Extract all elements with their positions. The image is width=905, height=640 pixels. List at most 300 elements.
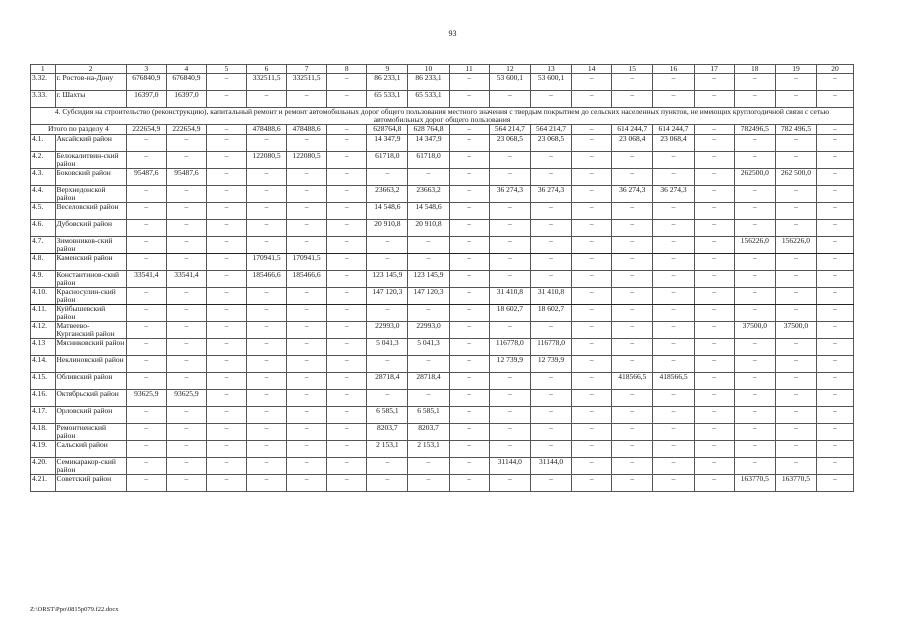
value-cell: – (612, 74, 653, 91)
value-cell: – (817, 339, 854, 356)
value-cell: – (775, 356, 816, 373)
value-cell: – (489, 475, 530, 492)
value-cell: – (817, 322, 854, 339)
value-cell: – (489, 373, 530, 390)
value-cell: – (734, 441, 775, 458)
value-cell: – (449, 424, 489, 441)
value-cell: 2 153,1 (408, 441, 449, 458)
value-cell: 23 068,4 (653, 135, 694, 152)
row-number-cell: 4.11. (31, 305, 56, 322)
value-cell: – (449, 91, 489, 108)
table-row (31, 458, 854, 475)
value-cell: – (734, 74, 775, 91)
district-name-cell: Веселовский район (55, 203, 126, 220)
value-cell: – (408, 475, 449, 492)
value-cell: – (206, 91, 246, 108)
total-value-cell: – (206, 125, 246, 135)
value-cell: – (206, 475, 246, 492)
value-cell: 23 068,5 (530, 135, 571, 152)
value-cell: 332511,5 (287, 74, 327, 91)
value-cell: – (734, 203, 775, 220)
table-row (31, 288, 854, 305)
row-number-cell: 4.9. (31, 271, 56, 288)
value-cell: – (126, 220, 166, 237)
value-cell: – (612, 169, 653, 186)
district-name-cell: Белокалитвин-ский район (55, 152, 126, 169)
value-cell: – (166, 458, 206, 475)
row-number-cell: 4.20. (31, 458, 56, 475)
value-cell: 61718,0 (408, 152, 449, 169)
value-cell: – (449, 305, 489, 322)
value-cell: – (530, 390, 571, 407)
value-cell: – (206, 237, 246, 254)
value-cell: 123 145,9 (408, 271, 449, 288)
value-cell: 23663,2 (408, 186, 449, 203)
value-cell: – (775, 441, 816, 458)
district-name-cell: Октябрьский район (55, 390, 126, 407)
value-cell: 33541,4 (126, 271, 166, 288)
value-cell: – (166, 441, 206, 458)
value-cell: – (653, 254, 694, 271)
row-number-cell: 4.4. (31, 186, 56, 203)
value-cell: – (572, 203, 612, 220)
value-cell: – (449, 169, 489, 186)
value-cell: – (612, 91, 653, 108)
value-cell: 65 533,1 (367, 91, 408, 108)
value-cell: – (572, 135, 612, 152)
value-cell: – (206, 74, 246, 91)
column-number-cell: 4 (166, 65, 206, 74)
column-number-cell: 5 (206, 65, 246, 74)
value-cell: – (206, 288, 246, 305)
value-cell: – (126, 305, 166, 322)
value-cell: – (327, 424, 367, 441)
value-cell: – (734, 390, 775, 407)
value-cell: – (817, 390, 854, 407)
value-cell: – (206, 322, 246, 339)
value-cell: – (653, 91, 694, 108)
value-cell: 170941,5 (247, 254, 287, 271)
value-cell: – (572, 441, 612, 458)
value-cell: – (206, 458, 246, 475)
value-cell: – (449, 220, 489, 237)
value-cell: – (327, 458, 367, 475)
value-cell: 262 500,0 (775, 169, 816, 186)
value-cell: – (287, 322, 327, 339)
value-cell: – (287, 458, 327, 475)
table-row (31, 135, 854, 152)
value-cell: – (367, 305, 408, 322)
district-name-cell: Зимовников-ский район (55, 237, 126, 254)
value-cell: – (572, 407, 612, 424)
value-cell: – (166, 305, 206, 322)
column-number-cell: 1 (31, 65, 56, 74)
total-value-cell: 222654,9 (166, 125, 206, 135)
table-row (31, 424, 854, 441)
value-cell: – (327, 220, 367, 237)
value-cell: – (367, 356, 408, 373)
value-cell: – (449, 152, 489, 169)
value-cell: – (572, 305, 612, 322)
value-cell: – (653, 271, 694, 288)
row-number-cell: 4.19. (31, 441, 56, 458)
row-number-cell: 3.32. (31, 74, 56, 91)
value-cell: – (734, 407, 775, 424)
row-number-cell: 4.17. (31, 407, 56, 424)
value-cell: – (817, 458, 854, 475)
value-cell: – (247, 322, 287, 339)
value-cell: – (287, 424, 327, 441)
value-cell: – (126, 288, 166, 305)
total-value-cell: 782496,5 (734, 125, 775, 135)
value-cell: – (126, 339, 166, 356)
value-cell: – (694, 254, 734, 271)
value-cell: 14 347,9 (408, 135, 449, 152)
value-cell: – (206, 356, 246, 373)
value-cell: – (126, 356, 166, 373)
value-cell: – (612, 424, 653, 441)
value-cell: – (408, 254, 449, 271)
row-number-cell: 4.8. (31, 254, 56, 271)
value-cell: – (489, 91, 530, 108)
value-cell: – (126, 424, 166, 441)
value-cell: – (408, 390, 449, 407)
value-cell: – (653, 441, 694, 458)
value-cell: – (530, 475, 571, 492)
value-cell: – (612, 458, 653, 475)
value-cell: – (327, 288, 367, 305)
district-name-cell: Константинов-ский район (55, 271, 126, 288)
value-cell: – (694, 203, 734, 220)
value-cell: – (489, 407, 530, 424)
value-cell: 23 068,4 (612, 135, 653, 152)
value-cell: – (126, 475, 166, 492)
value-cell: – (612, 254, 653, 271)
value-cell: – (653, 424, 694, 441)
value-cell: – (489, 254, 530, 271)
value-cell: – (166, 237, 206, 254)
value-cell: – (734, 339, 775, 356)
value-cell: – (287, 390, 327, 407)
value-cell: – (206, 407, 246, 424)
value-cell: – (247, 373, 287, 390)
value-cell: 20 910,8 (367, 220, 408, 237)
value-cell: – (327, 390, 367, 407)
value-cell: – (612, 356, 653, 373)
value-cell: – (247, 220, 287, 237)
value-cell: 23 068,5 (489, 135, 530, 152)
column-number-row (31, 65, 854, 74)
value-cell: – (572, 424, 612, 441)
value-cell: – (327, 305, 367, 322)
value-cell: – (530, 203, 571, 220)
value-cell: – (817, 74, 854, 91)
value-cell: – (166, 254, 206, 271)
value-cell: – (327, 186, 367, 203)
value-cell: – (166, 424, 206, 441)
value-cell: 31 410,8 (489, 288, 530, 305)
value-cell: – (734, 254, 775, 271)
value-cell: – (694, 271, 734, 288)
total-value-cell: 564 214,7 (489, 125, 530, 135)
value-cell: – (653, 322, 694, 339)
value-cell: – (694, 135, 734, 152)
value-cell: – (694, 237, 734, 254)
value-cell: – (206, 441, 246, 458)
value-cell: 6 585,1 (367, 407, 408, 424)
value-cell: – (734, 288, 775, 305)
column-number-cell: 20 (817, 65, 854, 74)
value-cell: – (449, 74, 489, 91)
table-row (31, 220, 854, 237)
value-cell: – (489, 237, 530, 254)
total-value-cell: 478488,6 (287, 125, 327, 135)
value-cell: – (247, 441, 287, 458)
value-cell: – (449, 390, 489, 407)
value-cell: – (166, 288, 206, 305)
value-cell: – (126, 135, 166, 152)
value-cell: 31144,0 (489, 458, 530, 475)
value-cell: – (408, 237, 449, 254)
value-cell: – (287, 373, 327, 390)
value-cell: – (408, 356, 449, 373)
district-name-cell: г. Шахты (55, 91, 126, 108)
column-number-cell: 19 (775, 65, 816, 74)
value-cell: 53 600,1 (530, 74, 571, 91)
table-row (31, 356, 854, 373)
value-cell: – (247, 186, 287, 203)
value-cell: 2 153,1 (367, 441, 408, 458)
table-row (31, 254, 854, 271)
total-value-cell: – (572, 125, 612, 135)
value-cell: – (612, 152, 653, 169)
value-cell: – (572, 322, 612, 339)
value-cell: – (775, 152, 816, 169)
value-cell: – (247, 475, 287, 492)
column-number-cell: 18 (734, 65, 775, 74)
district-name-cell: Красносулин-ский район (55, 288, 126, 305)
value-cell: – (775, 91, 816, 108)
row-number-cell: 4.1. (31, 135, 56, 152)
value-cell: 14 548,6 (408, 203, 449, 220)
value-cell: – (449, 322, 489, 339)
district-name-cell: Советский район (55, 475, 126, 492)
value-cell: – (287, 339, 327, 356)
value-cell: – (367, 458, 408, 475)
value-cell: – (653, 356, 694, 373)
section-title: 4. Субсидия на строительство (реконструкцию), капитальный ремонт и ремонт автомобильных дорог общего пользования местного значения с твердым покрытием до сельских населенных пунктов, не имеющих круглогодичной связи с сетью автомобильных дорог общего пользования (31, 108, 854, 125)
value-cell: – (247, 339, 287, 356)
value-cell: – (287, 186, 327, 203)
value-cell: – (287, 220, 327, 237)
column-number-cell: 14 (572, 65, 612, 74)
value-cell: 12 739,9 (489, 356, 530, 373)
value-cell: – (775, 254, 816, 271)
value-cell: – (206, 373, 246, 390)
value-cell: 123 145,9 (367, 271, 408, 288)
value-cell: – (449, 186, 489, 203)
value-cell: – (572, 152, 612, 169)
value-cell: – (653, 305, 694, 322)
row-number-cell: 4.3. (31, 169, 56, 186)
value-cell: – (775, 288, 816, 305)
value-cell: – (530, 254, 571, 271)
value-cell: – (489, 441, 530, 458)
table-row (31, 305, 854, 322)
table-row (31, 74, 854, 91)
value-cell: – (327, 74, 367, 91)
value-cell: – (775, 74, 816, 91)
value-cell: 16397,0 (126, 91, 166, 108)
value-cell: – (126, 254, 166, 271)
value-cell: – (817, 288, 854, 305)
value-cell: – (287, 441, 327, 458)
value-cell: – (694, 458, 734, 475)
value-cell: – (166, 339, 206, 356)
value-cell: – (817, 254, 854, 271)
row-number-cell: 3.33. (31, 91, 56, 108)
row-number-cell: 4.21. (31, 475, 56, 492)
value-cell: – (572, 373, 612, 390)
value-cell: – (449, 203, 489, 220)
value-cell: 418566,5 (612, 373, 653, 390)
column-number-cell: 6 (247, 65, 287, 74)
total-value-cell: 782 496,5 (775, 125, 816, 135)
value-cell: – (653, 390, 694, 407)
value-cell: – (126, 322, 166, 339)
value-cell: – (287, 91, 327, 108)
value-cell: – (449, 458, 489, 475)
total-value-cell: 564 214,7 (530, 125, 571, 135)
value-cell: – (694, 356, 734, 373)
value-cell: 65 533,1 (408, 91, 449, 108)
value-cell: 147 120,3 (367, 288, 408, 305)
value-cell: – (653, 339, 694, 356)
footer-file-path: Z:\ORST\Ppo\0815p079.f22.docx (30, 606, 119, 613)
value-cell: – (775, 424, 816, 441)
value-cell: 116778,0 (530, 339, 571, 356)
value-cell: – (694, 152, 734, 169)
value-cell: 332511,5 (247, 74, 287, 91)
value-cell: 95487,6 (126, 169, 166, 186)
value-cell: – (206, 254, 246, 271)
total-value-cell: 628764,8 (367, 125, 408, 135)
value-cell: – (694, 74, 734, 91)
value-cell: – (327, 254, 367, 271)
total-value-cell: 614 244,7 (612, 125, 653, 135)
column-number-cell: 16 (653, 65, 694, 74)
value-cell: – (247, 305, 287, 322)
column-number-cell: 7 (287, 65, 327, 74)
value-cell: – (287, 475, 327, 492)
value-cell: – (734, 220, 775, 237)
value-cell: 8203,7 (408, 424, 449, 441)
row-number-cell: 4.16. (31, 390, 56, 407)
value-cell: – (166, 220, 206, 237)
value-cell: 93625,9 (166, 390, 206, 407)
budget-table (30, 64, 854, 492)
value-cell: – (775, 390, 816, 407)
value-cell: – (287, 356, 327, 373)
value-cell: – (694, 91, 734, 108)
value-cell: 156226,0 (775, 237, 816, 254)
district-name-cell: Матвеево-Курганский район (55, 322, 126, 339)
value-cell: – (734, 458, 775, 475)
value-cell: – (489, 220, 530, 237)
total-value-cell: – (327, 125, 367, 135)
value-cell: 86 233,1 (408, 74, 449, 91)
table-row (31, 237, 854, 254)
value-cell: – (530, 152, 571, 169)
value-cell: 6 585,1 (408, 407, 449, 424)
value-cell: 185466,6 (287, 271, 327, 288)
value-cell: 163770,5 (734, 475, 775, 492)
value-cell: 170941,5 (287, 254, 327, 271)
table-row (31, 390, 854, 407)
value-cell: 18 602,7 (489, 305, 530, 322)
value-cell: – (817, 91, 854, 108)
value-cell: 122080,5 (287, 152, 327, 169)
table-row (31, 475, 854, 492)
value-cell: – (734, 373, 775, 390)
total-value-cell: – (817, 125, 854, 135)
row-number-cell: 4.10. (31, 288, 56, 305)
value-cell: – (247, 237, 287, 254)
value-cell: – (572, 220, 612, 237)
value-cell: – (489, 152, 530, 169)
value-cell: – (775, 203, 816, 220)
value-cell: – (287, 305, 327, 322)
value-cell: – (530, 407, 571, 424)
value-cell: – (327, 407, 367, 424)
value-cell: 36 274,3 (653, 186, 694, 203)
value-cell: – (247, 356, 287, 373)
total-value-cell: 628 764,8 (408, 125, 449, 135)
district-name-cell: Неклиновский район (55, 356, 126, 373)
value-cell: – (166, 152, 206, 169)
table-row (31, 203, 854, 220)
table-row (31, 186, 854, 203)
value-cell: – (126, 458, 166, 475)
value-cell: – (572, 339, 612, 356)
value-cell: – (206, 424, 246, 441)
value-cell: – (489, 169, 530, 186)
table-row (31, 339, 854, 356)
district-name-cell: Обливский район (55, 373, 126, 390)
value-cell: 36 274,3 (612, 186, 653, 203)
value-cell: 33541,4 (166, 271, 206, 288)
value-cell: – (694, 186, 734, 203)
value-cell: – (287, 237, 327, 254)
value-cell: – (775, 458, 816, 475)
row-number-cell: 4.5. (31, 203, 56, 220)
value-cell: 418566,5 (653, 373, 694, 390)
page-number: 93 (448, 29, 457, 38)
value-cell: – (166, 407, 206, 424)
value-cell: 14 548,6 (367, 203, 408, 220)
value-cell: – (694, 322, 734, 339)
value-cell: – (694, 288, 734, 305)
value-cell: – (653, 203, 694, 220)
value-cell: – (694, 220, 734, 237)
value-cell: – (530, 373, 571, 390)
value-cell: – (775, 305, 816, 322)
district-name-cell: Ремонтненский район (55, 424, 126, 441)
value-cell: 676840,9 (166, 74, 206, 91)
value-cell: – (206, 220, 246, 237)
value-cell: 28718,4 (408, 373, 449, 390)
value-cell: – (612, 390, 653, 407)
